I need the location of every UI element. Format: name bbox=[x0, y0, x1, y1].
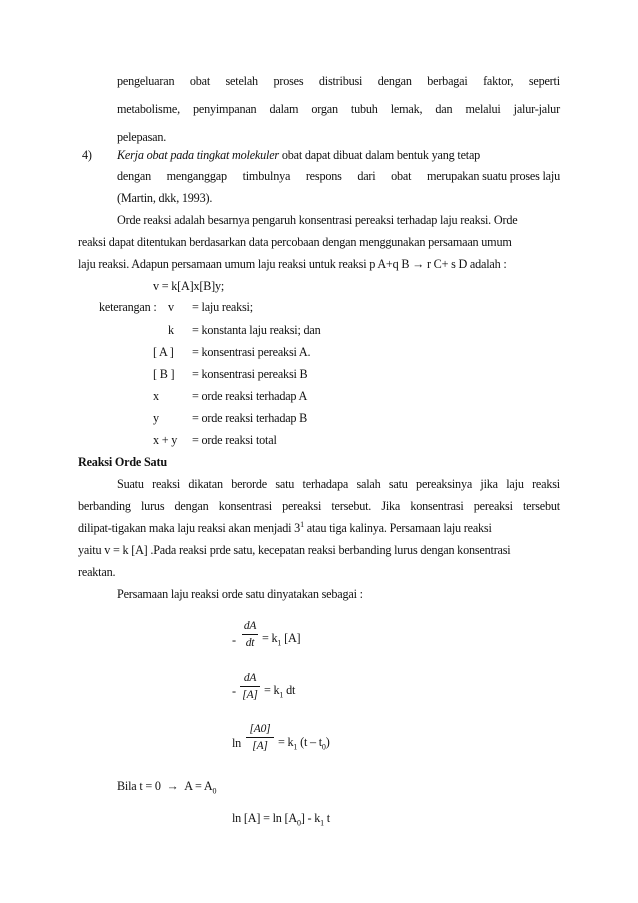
word: pengeluaran bbox=[117, 74, 175, 88]
text-run: ln [A] = ln [A bbox=[232, 811, 297, 825]
word: laju bbox=[506, 477, 524, 491]
word: penyimpanan bbox=[192, 102, 257, 116]
word: lurus bbox=[140, 499, 165, 513]
variable-symbol: y bbox=[153, 411, 159, 425]
word: pereaksi bbox=[282, 499, 322, 513]
word: jalur-jalur bbox=[513, 102, 560, 116]
word: pereaksi bbox=[473, 499, 513, 513]
variable-symbol: k bbox=[168, 323, 174, 337]
text-run: ) bbox=[325, 735, 330, 749]
variable-description: = orde reaksi total bbox=[192, 433, 277, 447]
subscript: 0 bbox=[297, 818, 301, 828]
minus-sign: - bbox=[232, 633, 236, 647]
variable-description: = konsentrasi pereaksi A. bbox=[192, 345, 311, 359]
fraction-dA-A bbox=[240, 671, 260, 702]
label-text: keterangan bbox=[99, 300, 151, 314]
list-item-line: (Martin, dkk, 1993). bbox=[117, 191, 213, 205]
word: dengan bbox=[117, 169, 151, 183]
text-run: = k bbox=[278, 735, 294, 749]
word: jika bbox=[480, 477, 498, 491]
variable-symbol: x + y bbox=[153, 433, 178, 447]
superscript: 1 bbox=[300, 519, 304, 529]
variable-symbol: x bbox=[153, 389, 159, 403]
word: distribusi bbox=[318, 74, 363, 88]
fraction-A0-A bbox=[246, 722, 274, 753]
fraction-dA-dt bbox=[242, 619, 258, 650]
word: menganggap bbox=[166, 169, 227, 183]
text-run: (t – t bbox=[297, 735, 322, 749]
paragraph-line bbox=[78, 520, 560, 536]
word: faktor, bbox=[483, 74, 514, 88]
text-run: t bbox=[323, 811, 330, 825]
keterangan-label bbox=[99, 299, 157, 315]
word: dikatan bbox=[188, 477, 223, 491]
paragraph-line: Orde reaksi adalah besarnya pengaruh konsentrasi pereaksi terhadap laju reaksi. Orde bbox=[117, 213, 518, 227]
variable-description: = konstanta laju reaksi; dan bbox=[192, 323, 321, 337]
minus-sign: - bbox=[232, 684, 236, 698]
word: lemak, bbox=[390, 102, 423, 116]
paragraph-line bbox=[117, 476, 560, 492]
paragraph-line: laju reaksi. Adapun persamaan umum laju reaksi untuk reaksi p A+q B → r C+ s D adalah : bbox=[78, 257, 507, 271]
subscript: 1 bbox=[277, 638, 282, 648]
subscript: 1 bbox=[293, 742, 298, 752]
word: melalui bbox=[465, 102, 501, 116]
text-run: ] - k bbox=[300, 811, 321, 825]
word: satu bbox=[275, 477, 295, 491]
variable-description: = konsentrasi pereaksi B bbox=[192, 367, 308, 381]
word: dengan bbox=[174, 499, 209, 513]
text-run: [A] bbox=[281, 631, 301, 645]
word: dan bbox=[435, 102, 453, 116]
word: respons bbox=[305, 169, 342, 183]
word: reaksi bbox=[532, 477, 560, 491]
paragraph-line bbox=[78, 498, 560, 514]
word: tubuh bbox=[350, 102, 378, 116]
variable-symbol: [ B ] bbox=[153, 367, 175, 381]
text-run: dilipat-tigakan maka laju reaksi akan menjadi 3 bbox=[78, 521, 301, 535]
paragraph-line: reaksi dapat ditentukan berdasarkan data percobaan dengan menggunakan persamaan umum bbox=[78, 235, 512, 249]
word: dari bbox=[357, 169, 376, 183]
variable-description: = orde reaksi terhadap A bbox=[192, 389, 308, 403]
paragraph-line bbox=[117, 73, 560, 89]
word: dengan bbox=[377, 74, 412, 88]
text-run: atau tiga kalinya. Persamaan laju reaksi bbox=[303, 521, 492, 535]
word: berbanding bbox=[78, 499, 131, 513]
text-run: obat dapat dibuat dalam bentuk yang tetap bbox=[278, 148, 481, 162]
fraction-bar bbox=[242, 634, 258, 635]
word: reaksi bbox=[152, 477, 181, 491]
text-run: = k bbox=[264, 683, 280, 697]
section-heading: Reaksi Orde Satu bbox=[78, 455, 167, 469]
word: merupakan suatu proses laju bbox=[426, 169, 560, 183]
word: konsentrasi bbox=[410, 499, 464, 513]
colon: : bbox=[153, 300, 157, 314]
paragraph-line: pelepasan. bbox=[117, 130, 167, 144]
word: metabolisme, bbox=[117, 102, 180, 116]
subscript: 1 bbox=[279, 690, 284, 700]
word: konsentrasi bbox=[218, 499, 272, 513]
text-run: = k bbox=[262, 631, 278, 645]
variable-symbol: v bbox=[168, 300, 174, 314]
arrow-icon: → bbox=[166, 779, 179, 793]
initial-condition bbox=[117, 778, 216, 794]
word: seperti bbox=[528, 74, 560, 88]
word: berorde bbox=[231, 477, 268, 491]
word: obat bbox=[189, 74, 211, 88]
word: terhadapa bbox=[302, 477, 349, 491]
word: Suatu bbox=[117, 477, 144, 491]
italic-phrase: Kerja obat pada tingkat molekuler bbox=[117, 148, 279, 162]
subscript: 1 bbox=[320, 818, 324, 828]
word: organ bbox=[311, 102, 338, 116]
word: setelah bbox=[225, 74, 258, 88]
integrated-rate-law bbox=[232, 810, 330, 826]
word: tersebut bbox=[522, 499, 560, 513]
word: dalam bbox=[269, 102, 299, 116]
numerator: [A0] bbox=[249, 723, 271, 735]
list-number: 4) bbox=[82, 148, 92, 162]
word: satu bbox=[388, 477, 408, 491]
subscript: 0 bbox=[321, 742, 326, 752]
fraction-bar bbox=[246, 737, 274, 738]
denominator: [A] bbox=[252, 740, 268, 752]
denominator: dt bbox=[245, 637, 255, 649]
word: timbulnya bbox=[242, 169, 291, 183]
rate-equation: v = k[A]x[B]y; bbox=[153, 279, 225, 293]
word: proses bbox=[273, 74, 304, 88]
paragraph-line: yaitu v = k [A] .Pada reaksi prde satu, kecepatan reaksi berbanding lurus dengan konsentrasi bbox=[78, 543, 511, 557]
fraction-bar bbox=[240, 686, 260, 687]
text-run: Bila t = 0 bbox=[117, 779, 161, 793]
word: pereaksinya bbox=[416, 477, 473, 491]
list-item-line bbox=[117, 147, 480, 163]
variable-description: = orde reaksi terhadap B bbox=[192, 411, 308, 425]
text-run: A = A bbox=[184, 779, 213, 793]
subscript: 0 bbox=[212, 786, 217, 796]
list-item-line bbox=[117, 168, 560, 184]
equation-rhs bbox=[264, 682, 295, 698]
word: tersebut. bbox=[331, 499, 372, 513]
variable-description: = laju reaksi; bbox=[192, 300, 253, 314]
equation-intro: Persamaan laju reaksi orde satu dinyatakan sebagai : bbox=[117, 587, 363, 601]
word: Jika bbox=[381, 499, 401, 513]
paragraph-line bbox=[117, 101, 560, 117]
variable-symbol: [ A ] bbox=[153, 345, 174, 359]
text-run: dt bbox=[283, 683, 296, 697]
paragraph-line: reaktan. bbox=[78, 565, 116, 579]
denominator: [A] bbox=[242, 689, 258, 701]
word: obat bbox=[391, 169, 412, 183]
equation-rhs bbox=[278, 734, 330, 750]
equation-rhs bbox=[262, 630, 300, 646]
numerator: dA bbox=[243, 620, 257, 632]
ln-operator: ln bbox=[232, 736, 242, 750]
word: berbagai bbox=[427, 74, 468, 88]
numerator: dA bbox=[243, 672, 257, 684]
word: salah bbox=[356, 477, 381, 491]
